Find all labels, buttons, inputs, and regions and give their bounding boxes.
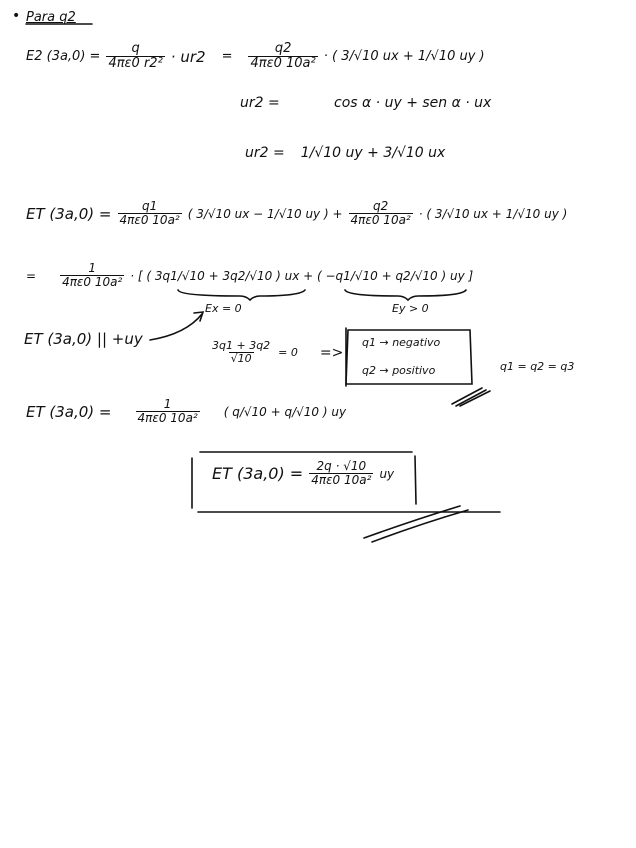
result-unit-vector: uy <box>379 466 395 481</box>
eq4-f-denominator: 4πε0 10a² <box>119 213 180 228</box>
result-denominator: 4πε0 10a² <box>311 473 372 488</box>
eq3-lhs: ur2 = <box>245 145 285 161</box>
ex-underbrace <box>178 290 305 300</box>
eq1-lhs: E2 (3a,0) = <box>26 49 101 65</box>
eq1-tail: · ( 3/√10 ux + 1/√10 uy ) <box>323 49 485 65</box>
ey-label: Ey > 0 <box>392 302 429 315</box>
result-underline-1 <box>364 506 460 538</box>
eq5-body: · [ ( 3q1/√10 + 3q2/√10 ) ux + ( −q1/√10 + q2/√10 ) uy ] <box>130 268 474 283</box>
eq1-f1-denominator: 4πε0 r2² <box>108 56 163 72</box>
eq4-tail: · ( 3/√10 ux + 1/√10 uy ) <box>418 206 568 221</box>
implies-arrow: => <box>319 344 344 361</box>
result-numerator: 2q · √10 <box>316 459 367 473</box>
eq6-cond-denominator: √10 <box>230 352 252 366</box>
eq4-f-numerator: q1 <box>141 199 158 213</box>
eq4-mid: ( 3/√10 ux − 1/√10 uy ) + <box>187 206 343 221</box>
curved-arrow <box>150 314 202 340</box>
charges-box <box>346 330 472 384</box>
charges-equal-note: q1 = q2 = q3 <box>500 360 575 373</box>
eq5-f-denominator: 4πε0 10a² <box>62 275 123 290</box>
box-hatching <box>452 388 490 406</box>
eq1-f1-numerator: q <box>131 41 140 56</box>
eq1-f2-denominator: 4πε0 10a² <box>250 56 316 72</box>
eq7-f-numerator: 1 <box>163 397 172 411</box>
eq2-rhs: cos α · uy + sen α · ux <box>334 95 492 111</box>
eq3-rhs: 1/√10 uy + 3/√10 ux <box>300 145 446 161</box>
eq4-g-denominator: 4πε0 10a² <box>350 213 411 228</box>
section-title: Para q2 <box>26 10 76 25</box>
eq5-lhs: = <box>26 268 37 283</box>
box-line-1: q1 → negativo <box>362 336 441 349</box>
ex-label: Ex = 0 <box>205 302 242 315</box>
eq1-equals: = <box>221 49 233 65</box>
eq6-cond-numerator: 3q1 + 3q2 <box>212 339 271 352</box>
eq2-lhs: ur2 = <box>240 95 280 111</box>
eq7-body: ( q/√10 + q/√10 ) uy <box>223 404 347 419</box>
box-line-2: q2 → positivo <box>362 364 436 377</box>
eq6-lhs: ET (3a,0) || +uy <box>24 330 143 348</box>
result-box-right <box>415 456 416 504</box>
ey-underbrace <box>345 290 466 300</box>
eq1-f2-numerator: q2 <box>274 41 292 56</box>
result-lhs: ET (3a,0) = <box>212 464 304 484</box>
eq4-g-numerator: q2 <box>373 199 389 213</box>
eq1-unit-vector: · ur2 <box>170 47 206 66</box>
eq7-f-denominator: 4πε0 10a² <box>137 411 198 426</box>
bullet: • <box>12 8 21 24</box>
eq4-lhs: ET (3a,0) = <box>26 204 112 223</box>
eq7-lhs: ET (3a,0) = <box>26 402 112 421</box>
result-underline-2 <box>372 510 468 542</box>
eq6-cond-rhs: = 0 <box>278 346 298 360</box>
eq5-f-numerator: 1 <box>88 261 96 275</box>
